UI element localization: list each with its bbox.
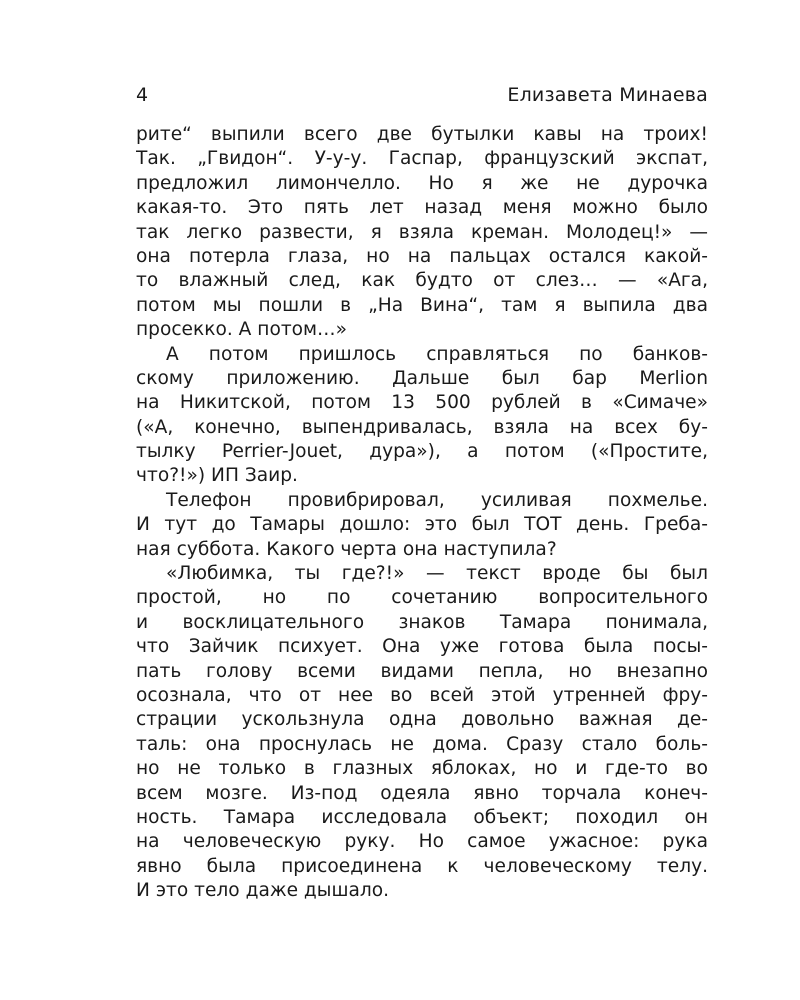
text-line: на человеческую руку. Но самое ужасное: рука [136, 831, 708, 853]
text-line: рите“ выпили всего две бутылки кавы на троих! [136, 124, 708, 145]
paragraph-first-line: А потом пришлось справляться по банков- [166, 343, 708, 365]
text-line: явно была присоединена к человеческому телу. [136, 855, 708, 877]
text-line: она потерла глаза, но на пальцах остался какой- [136, 245, 708, 267]
text-line: Так. „Гвидон“. У-у-у. Гаспар, французский экспат, [136, 148, 708, 170]
text-line: то влажный след, как будто от слез… — «Ага, [136, 270, 708, 292]
text-line: таль: она проснулась не дома. Сразу стало боль- [136, 733, 708, 755]
text-line: просекко. А потом…» [136, 319, 348, 341]
text-line: тылку Perrier-Jouet, дура»), а потом («Простите, [136, 441, 708, 463]
text-line: на Никитской, потом 13 500 рублей в «Симаче» [136, 392, 708, 414]
text-line: страции ускользнула одна довольно важная де- [136, 709, 708, 731]
text-line: простой, но по сочетанию вопросительного [136, 587, 708, 609]
page-number: 4 [136, 84, 149, 106]
text-line: но не только в глазных яблоках, но и где-то во [136, 758, 708, 780]
text-line: потом мы пошли в „На Вина“, там я выпила два [136, 294, 708, 316]
text-line: всем мозге. Из-под одеяла явно торчала конеч- [136, 782, 708, 804]
text-line: предложил лимончелло. Но я же не дурочка [136, 172, 708, 194]
paragraph-first-line: «Любимка, ты где?!» — текст вроде бы был [166, 563, 708, 585]
text-line: скому приложению. Дальше был бар Merlion [136, 367, 708, 389]
text-line: («А, конечно, выпендривалась, взяла на всех бу- [136, 416, 708, 438]
text-line: осознала, что от нее во всей этой утренней фру- [136, 684, 708, 706]
text-line: И тут до Тамары дошло: это был ТОТ день. Греба- [136, 514, 708, 536]
text-line: что?!») ИП Заир. [136, 465, 298, 487]
text-line: так легко развести, я взяла креман. Молодец!» — [136, 221, 708, 243]
running-head [136, 84, 708, 110]
text-line: пать голову всеми видами пепла, но внезапно [136, 660, 708, 682]
text-line: ная суббота. Какого черта она наступила? [136, 538, 557, 560]
text-line: ность. Тамара исследовала объект; походил он [136, 806, 708, 828]
text-line: И это тело даже дышало. [136, 880, 390, 902]
paragraph-first-line: Телефон провибрировал, усиливая похмелье. [166, 489, 708, 511]
body-text [136, 123, 708, 904]
text-line: что Зайчик психует. Она уже готова была посы- [136, 636, 708, 658]
text-line: и восклицательного знаков Тамара понимала, [136, 611, 708, 633]
author-name: Елизавета Минаева [507, 84, 708, 106]
text-line: какая-то. Это пять лет назад меня можно было [136, 197, 708, 219]
